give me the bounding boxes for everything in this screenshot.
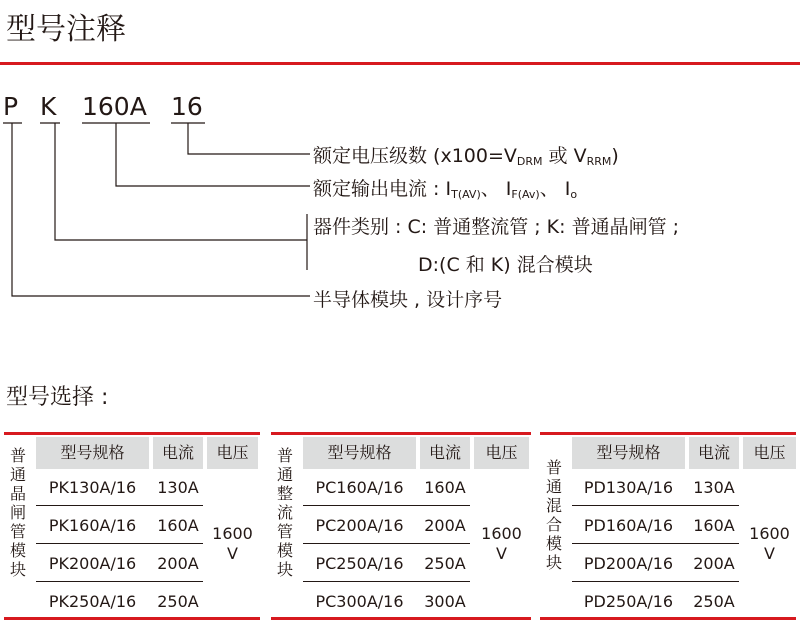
cell-model: PK160A/16 [48,516,137,535]
row-divider [36,543,203,544]
table-top-border [4,432,260,435]
cell-current: 160A [693,516,735,535]
note-voltage: 额定电压级数 ($x100=V_{DRM}$ 或 $V_{RRM}$) [313,145,619,168]
table-bottom-border [4,617,260,620]
note-module: 半导体模块 , 设计序号 [313,289,503,311]
code-voltage: 16 [171,92,203,121]
cell-current: 250A [424,554,466,573]
cell-model: PC250A/16 [315,554,404,573]
table-bottom-border [540,617,796,620]
table-category-label: 普通晶闸管模块 [9,446,26,579]
header-model: 型号规格 [303,437,416,469]
cell-current: 200A [157,554,199,573]
cell-model: PC160A/16 [315,478,404,497]
cell-model: PC300A/16 [315,592,404,611]
cell-current: 250A [157,592,199,611]
header-model: 型号规格 [36,437,149,469]
leader-category [55,123,307,240]
row-divider [303,543,470,544]
cell-current: 130A [157,478,199,497]
cell-model: PD130A/16 [583,478,674,497]
row-divider [303,505,470,506]
page-title: 型号注释 [6,12,126,47]
leader-module [12,123,310,296]
cell-current: 250A [693,592,735,611]
header-current: 电流 [420,437,470,469]
cell-current: 130A [693,478,735,497]
header-voltage: 电压 [474,437,529,469]
cell-current: 160A [424,478,466,497]
row-divider [572,581,739,582]
header-current: 电流 [689,437,739,469]
selection-title: 型号选择 : [6,385,109,410]
cell-current: 300A [424,592,466,611]
row-divider [303,581,470,582]
table-hybrid [540,432,796,620]
row-divider [36,581,203,582]
cell-model: PK130A/16 [48,478,137,497]
table-category-label: 普通整流管模块 [276,446,293,579]
note-category-line1: 器件类别 : C: 普通整流管 ; K: 普通晶闸管 ; [313,216,680,238]
cell-current: 200A [424,516,466,535]
table-category-label: 普通混合模块 [545,458,562,572]
row-divider [36,505,203,506]
note-category-line2: D:(C 和 K) 混合模块 [418,254,593,276]
cell-model: PK200A/16 [48,554,137,573]
note-current: 额定输出电流 : $I_{T(AV)}$、 $I_{F(Av)}$、 $I_o$ [313,178,578,201]
cell-model: PD250A/16 [583,592,674,611]
table-top-border [540,432,796,435]
table-rectifier [271,432,531,620]
leader-voltage [188,123,310,154]
cell-model: PD160A/16 [583,516,674,535]
header-voltage: 电压 [207,437,258,469]
code-type: K [40,92,57,121]
header-current: 电流 [153,437,203,469]
code-series: P [3,92,19,121]
header-model: 型号规格 [572,437,685,469]
table-top-border [271,432,531,435]
table-bottom-border [271,617,531,620]
cell-current: 160A [157,516,199,535]
code-current: 160A [82,92,147,121]
cell-current: 200A [693,554,735,573]
voltage-value: 1600 V [749,524,790,563]
cell-model: PC200A/16 [315,516,404,535]
table-thyristor [4,432,260,620]
row-divider [572,505,739,506]
cell-model: PK250A/16 [48,592,137,611]
row-divider [572,543,739,544]
voltage-value: 1600 V [481,524,522,563]
cell-model: PD200A/16 [583,554,674,573]
header-voltage: 电压 [743,437,796,469]
voltage-value: 1600 V [212,524,253,563]
